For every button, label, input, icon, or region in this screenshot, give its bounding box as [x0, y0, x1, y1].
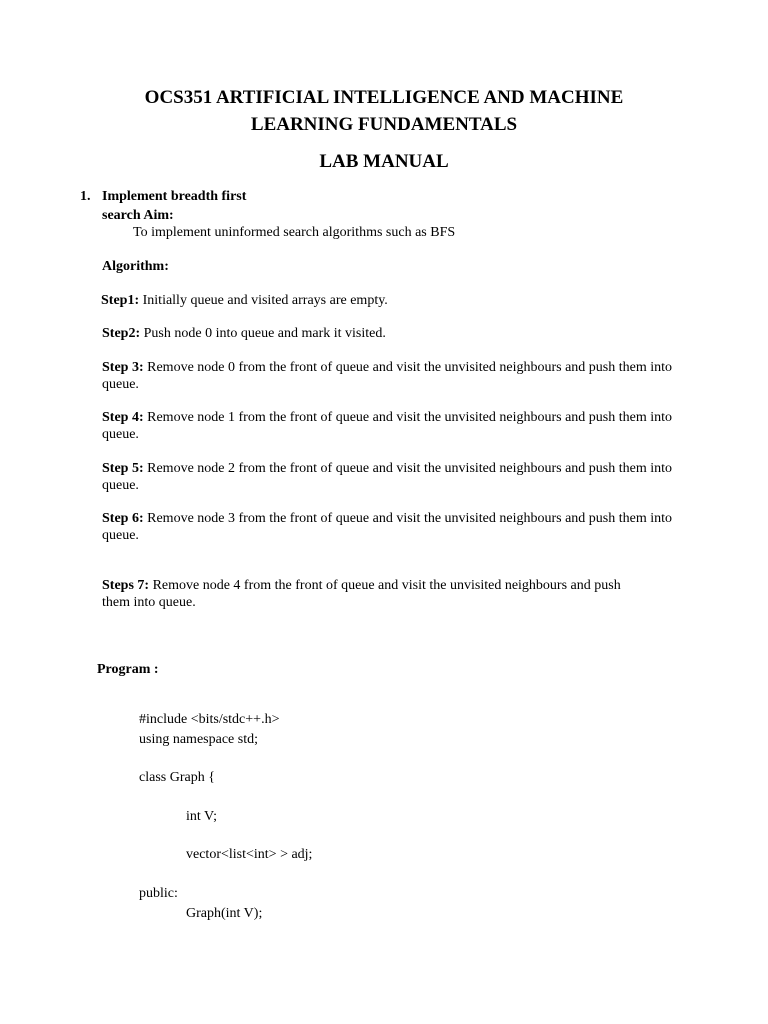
- section-number: 1.: [80, 189, 91, 204]
- step-6: [102, 510, 682, 544]
- step-label: Step 4:: [102, 410, 144, 425]
- step-3: [102, 359, 682, 393]
- step-2: [102, 325, 682, 342]
- code-line: public:: [139, 886, 178, 901]
- step-label: Step2:: [102, 326, 141, 341]
- step-5: [102, 460, 682, 494]
- algorithm-label: Algorithm:: [102, 259, 169, 274]
- step-text: Remove node 1 from the front of queue and visit the unvisited neighbours and push them into queue.: [102, 410, 673, 442]
- section-heading-line1: Implement breadth first: [102, 189, 247, 204]
- step-text: Remove node 3 from the front of queue and visit the unvisited neighbours and push them into queue.: [102, 511, 673, 543]
- step-text: Remove node 0 from the front of queue and visit the unvisited neighbours and push them into queue.: [102, 360, 673, 392]
- code-line: int V;: [186, 809, 217, 824]
- step-text: Remove node 2 from the front of queue and visit the unvisited neighbours and push them into queue.: [102, 461, 673, 493]
- step-text: Initially queue and visited arrays are empty.: [139, 293, 388, 308]
- step-label: Step 3:: [102, 360, 144, 375]
- code-line: using namespace std;: [139, 732, 258, 747]
- program-label: Program :: [97, 662, 159, 677]
- step-label: Step 6:: [102, 511, 144, 526]
- document-title-line1: OCS351 ARTIFICIAL INTELLIGENCE AND MACHINE: [144, 87, 624, 108]
- document-subtitle: LAB MANUAL: [319, 151, 449, 172]
- step-7: [102, 577, 652, 611]
- step-1: [101, 292, 681, 309]
- step-text: Remove node 4 from the front of queue and visit the unvisited neighbours and push them into queue.: [102, 578, 621, 610]
- step-label: Steps 7:: [102, 578, 150, 593]
- code-line: #include <bits/stdc++.h>: [139, 712, 280, 727]
- step-label: Step 5:: [102, 461, 144, 476]
- section-heading-line2: search Aim:: [102, 208, 174, 223]
- code-line: Graph(int V);: [186, 906, 263, 921]
- aim-text: To implement uninformed search algorithms such as BFS: [133, 225, 456, 240]
- code-line: class Graph {: [139, 770, 215, 785]
- document-title-line2: LEARNING FUNDAMENTALS: [250, 114, 518, 135]
- code-line: vector<list<int> > adj;: [186, 847, 313, 862]
- step-4: [102, 409, 682, 443]
- step-text: Push node 0 into queue and mark it visited.: [140, 326, 386, 341]
- step-label: Step1:: [101, 293, 140, 308]
